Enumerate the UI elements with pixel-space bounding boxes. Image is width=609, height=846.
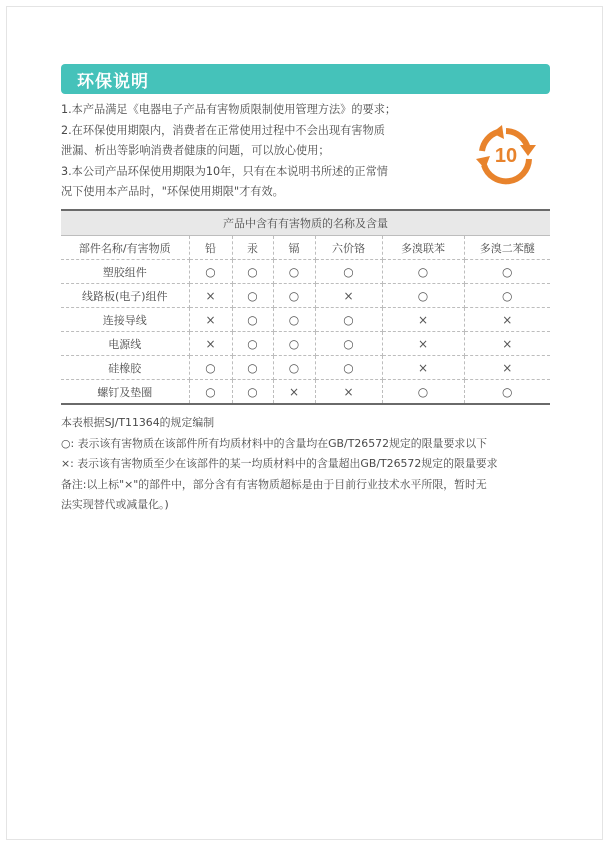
- substance-mark: ×: [382, 308, 464, 332]
- logo-number: 10: [494, 145, 518, 167]
- note-line: 法实现替代或减量化。): [61, 498, 169, 511]
- intro-line: 2.在环保使用期限内，消费者在正常使用过程中不会出现有害物质: [61, 123, 385, 137]
- substance-mark: ×: [382, 332, 464, 356]
- part-name: 电源线: [61, 332, 189, 356]
- substance-mark: ×: [464, 308, 550, 332]
- substance-mark: ○: [382, 260, 464, 284]
- substance-mark: ×: [189, 332, 232, 356]
- substance-mark: ○: [382, 284, 464, 308]
- part-name: 塑胶组件: [61, 260, 189, 284]
- substance-mark: ○: [273, 356, 315, 380]
- table-caption-row: [61, 210, 550, 236]
- table-header: 汞: [232, 236, 273, 260]
- substance-mark: ×: [273, 380, 315, 405]
- substance-mark: ×: [189, 284, 232, 308]
- substance-mark: ○: [232, 380, 273, 405]
- substance-mark: ○: [273, 308, 315, 332]
- substance-mark: ○: [189, 380, 232, 405]
- part-name: 连接导线: [61, 308, 189, 332]
- note-line: ○: 表示该有害物质在该部件所有均质材料中的含量均在GB/T26572规定的限量要求以下: [61, 436, 488, 450]
- substance-mark: ○: [315, 332, 382, 356]
- table-notes: [61, 413, 561, 516]
- substance-mark: ○: [273, 284, 315, 308]
- table-header: 多溴二苯醚: [464, 236, 550, 260]
- table-row: [61, 380, 550, 405]
- epup-10-year-recycle-icon: [468, 123, 544, 185]
- part-name: 线路板(电子)组件: [61, 284, 189, 308]
- substance-mark: ○: [464, 284, 550, 308]
- table-header: 六价铬: [315, 236, 382, 260]
- table-row: [61, 260, 550, 284]
- section-title: 环保说明: [77, 72, 149, 92]
- table-row: [61, 308, 550, 332]
- substance-mark: ○: [315, 260, 382, 284]
- note-line: ×: 表示该有害物质至少在该部件的某一均质材料中的含量超出GB/T26572规定的限量要求: [61, 457, 498, 470]
- note-line: 本表根据SJ/T11364的规定编制: [61, 416, 215, 429]
- substance-mark: ○: [189, 260, 232, 284]
- part-name: 硅橡胶: [61, 356, 189, 380]
- substance-mark: ○: [315, 308, 382, 332]
- substance-mark: ○: [232, 356, 273, 380]
- intro-line: 泄漏、析出等影响消费者健康的问题，可以放心使用；: [61, 144, 330, 157]
- substance-mark: ○: [315, 356, 382, 380]
- substance-mark: ×: [189, 308, 232, 332]
- table-header: 多溴联苯: [382, 236, 464, 260]
- intro-line: 况下使用本产品时，"环保使用期限"才有效。: [61, 185, 284, 198]
- substance-mark: ×: [464, 332, 550, 356]
- table-row: [61, 356, 550, 380]
- substance-mark: ×: [464, 356, 550, 380]
- hazardous-substance-table: [61, 209, 550, 405]
- substance-mark: ○: [273, 260, 315, 284]
- note-line: 备注:以上标"×"的部件中，部分含有有害物质超标是由于目前行业技术水平所限，暂时无: [61, 477, 487, 491]
- substance-mark: ×: [315, 380, 382, 405]
- intro-line: 3.本公司产品环保使用期限为10年，只有在本说明书所述的正常情: [61, 164, 388, 178]
- substance-mark: ○: [232, 332, 273, 356]
- section-title-bar: [61, 64, 550, 94]
- intro-text: [61, 100, 461, 203]
- substance-mark: ○: [232, 260, 273, 284]
- substance-mark: ○: [273, 332, 315, 356]
- substance-mark: ○: [232, 308, 273, 332]
- table-header: 铅: [189, 236, 232, 260]
- table-row: [61, 332, 550, 356]
- substance-mark: ×: [315, 284, 382, 308]
- part-name: 螺钉及垫圈: [61, 380, 189, 405]
- substance-mark: ○: [464, 260, 550, 284]
- intro-line: 1.本产品满足《电器电子产品有害物质限制使用管理方法》的要求；: [61, 103, 397, 116]
- table-header: 镉: [273, 236, 315, 260]
- table-row: [61, 284, 550, 308]
- table-header: 部件名称/有害物质: [61, 236, 189, 260]
- substance-mark: ○: [464, 380, 550, 405]
- table-caption: 产品中含有有害物质的名称及含量: [61, 210, 550, 236]
- substance-mark: ○: [382, 380, 464, 405]
- substance-mark: ○: [189, 356, 232, 380]
- table-header-row: [61, 236, 550, 260]
- substance-mark: ○: [232, 284, 273, 308]
- substance-mark: ×: [382, 356, 464, 380]
